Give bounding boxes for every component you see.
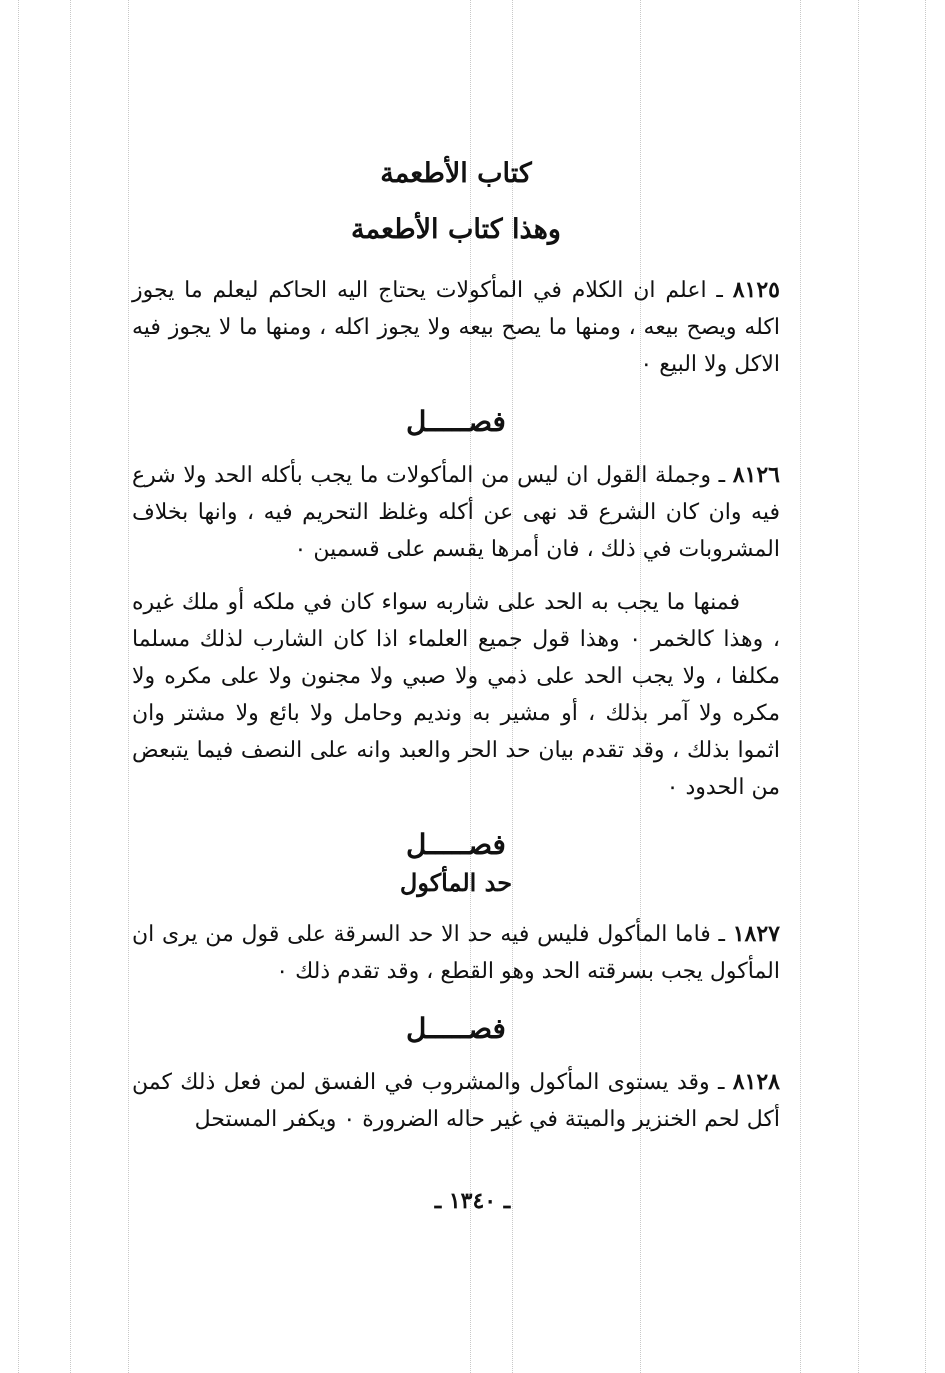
paragraph-text: ـ وقد يستوى المأكول والمشروب في الفسق لمن فعل ذلك كمن أكل لحم الخنزير والميتة في غير حاله الضرورة ٠ ويكفر المستحل (132, 1070, 780, 1132)
scan-guide-line (70, 0, 71, 1373)
paragraph-8128 (132, 1064, 780, 1138)
scan-guide-line (925, 0, 926, 1373)
book-subtitle: وهذا كتاب الأطعمة (351, 214, 561, 245)
paragraph-text: ـ فاما المأكول فليس فيه حد الا حد السرقة على قول من يرى ان المأكول يجب بسرقته الحد وهو القطع ، وقد تقدم ذلك ٠ (132, 922, 780, 984)
paragraph-number: ٨١٢٥ (732, 277, 780, 303)
book-title: كتاب الأطعمة (380, 158, 532, 189)
paragraph-number: ١٨٢٧ (732, 921, 780, 947)
paragraph-text: ـ اعلم ان الكلام في المأكولات يحتاج اليه الحاكم ليعلم ما يجوز اكله ويصح بيعه ، ومنها ما يصح بيعه ولا يجوز اكله ، ومنها ما لا يجوز فيه الاكل ولا البيع ٠ (132, 278, 780, 377)
scan-guide-line (128, 0, 129, 1373)
paragraph-8125 (132, 272, 780, 383)
section-subheading: حد المأكول (399, 868, 513, 897)
section-heading: فصـــــل (406, 828, 506, 861)
scan-guide-line (18, 0, 19, 1373)
scan-guide-line (858, 0, 859, 1373)
page-number: ـ ١٣٤٠ ـ (434, 1188, 511, 1214)
paragraph-text: ـ وجملة القول ان ليس من المأكولات ما يجب بأكله الحد ولا شرع فيه وان كان الشرع قد نهى عن أكله وغلظ التحريم فيه ، وانها بخلاف المشروبات في ذلك ، فان أمرها يقسم على قسمين ٠ (132, 463, 780, 562)
scan-guide-line (800, 0, 801, 1373)
paragraph-number: ٨١٢٦ (732, 462, 780, 488)
paragraph-1827 (132, 916, 780, 990)
paragraph-8126 (132, 457, 780, 568)
paragraph-continuation: فمنها ما يجب به الحد على شاربه سواء كان في ملكه أو ملك غيره ، وهذا كالخمر ٠ وهذا قول جميع العلماء اذا كان الشارب لذلك مسلما مكلفا ، ولا يجب الحد على ذمي ولا صبي ولا مجنون ولا على مكره ولا مكره ولا آمر بذلك ، أو مشير به ونديم وحامل ولا بائع ولا مشتر وان اثموا بذلك ، وقد تقدم بيان حد الحر والعبد وانه على النصف فيما يتبعض من الحدود ٠ (132, 590, 781, 800)
section-heading: فصـــــل (406, 1012, 506, 1045)
paragraph-number: ٨١٢٨ (732, 1069, 780, 1095)
page-body (132, 150, 780, 1138)
section-heading: فصـــــل (406, 405, 506, 438)
